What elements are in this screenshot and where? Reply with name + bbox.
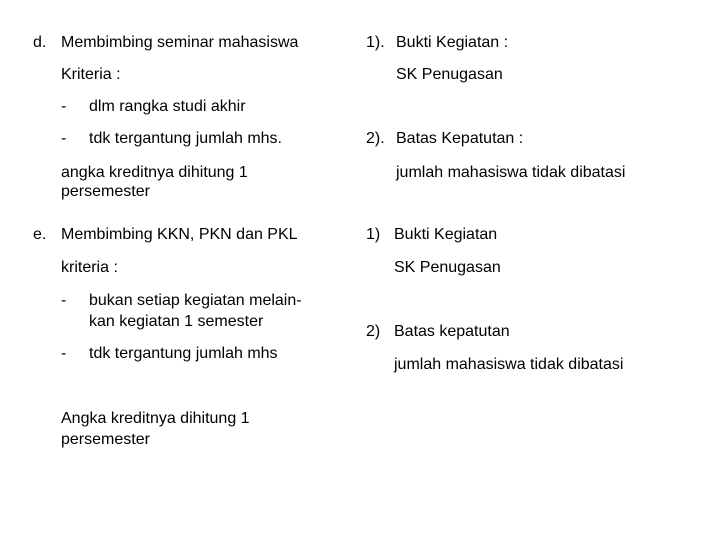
- limit-value: jumlah mahasiswa tidak dibatasi: [396, 164, 626, 181]
- evidence-marker: 1).: [366, 34, 385, 51]
- evidence-title: Bukti Kegiatan :: [396, 34, 509, 51]
- bullet-text-line-2: kan kegiatan 1 semester: [89, 313, 264, 330]
- limit-marker: 2): [366, 323, 381, 340]
- section-e-credit-line-1: Angka kreditnya dihitung 1: [61, 410, 250, 427]
- bullet-text: tdk tergantung jumlah mhs: [89, 345, 278, 362]
- section-d-credit-line-2: persemester: [61, 183, 150, 200]
- evidence-marker: 1): [366, 226, 381, 243]
- section-d-credit-line-1: angka kreditnya dihitung 1: [61, 164, 248, 181]
- bullet-text-line-1: bukan setiap kegiatan melain-: [89, 292, 302, 309]
- evidence-value: SK Penugasan: [396, 66, 503, 83]
- section-e-title: Membimbing KKN, PKN dan PKL: [61, 226, 298, 243]
- bullet-text: tdk tergantung jumlah mhs.: [89, 130, 282, 147]
- limit-title: Batas kepatutan: [394, 323, 510, 340]
- limit-marker: 2).: [366, 130, 385, 147]
- bullet-dash: -: [61, 98, 67, 115]
- bullet-text: dlm rangka studi akhir: [89, 98, 246, 115]
- section-d-title: Membimbing seminar mahasiswa: [61, 34, 299, 51]
- section-e-marker: e.: [33, 226, 47, 243]
- evidence-value: SK Penugasan: [394, 259, 501, 276]
- section-d-marker: d.: [33, 34, 47, 51]
- bullet-dash: -: [61, 130, 67, 147]
- limit-value: jumlah mahasiswa tidak dibatasi: [394, 356, 624, 373]
- evidence-title: Bukti Kegiatan: [394, 226, 498, 243]
- limit-title: Batas Kepatutan :: [396, 130, 524, 147]
- bullet-dash: -: [61, 292, 67, 309]
- section-d-criteria-label: Kriteria :: [61, 66, 121, 83]
- bullet-dash: -: [61, 345, 67, 362]
- section-e-credit-line-2: persemester: [61, 431, 150, 448]
- section-e-criteria-label: kriteria :: [61, 259, 118, 276]
